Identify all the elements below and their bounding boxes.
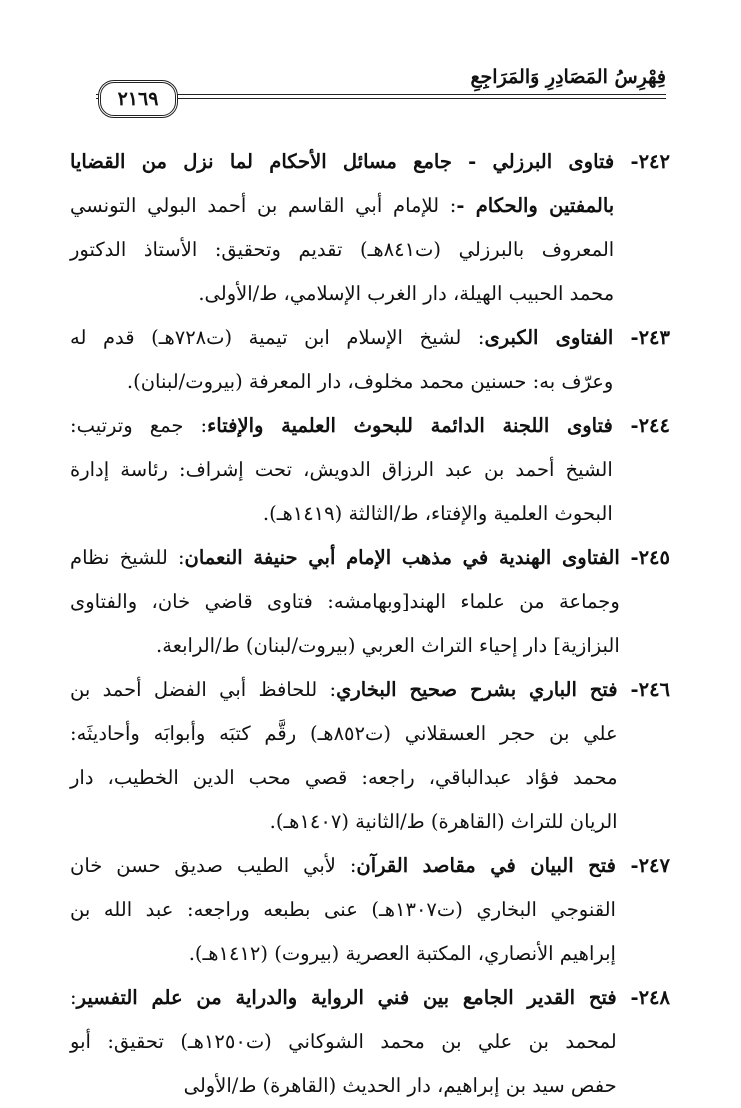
entry-line <box>70 272 670 316</box>
entry-line <box>70 316 670 360</box>
entry-line <box>70 932 670 976</box>
bibliography-entry <box>70 668 670 844</box>
entry-line <box>70 888 670 932</box>
entry-number: ٢٤٧- <box>615 854 670 877</box>
bibliography-entry <box>70 316 670 404</box>
entry-number: ٢٤٥- <box>619 546 670 569</box>
entry-text: : للشيخ نظام <box>70 546 185 569</box>
entry-text: القنوجي البخاري (ت١٣٠٧هـ) عنى بطبعه وراجعه: عبد الله بن <box>70 898 616 921</box>
entry-line <box>70 756 670 800</box>
entry-text: وعرّف به: حسنين محمد مخلوف، دار المعرفة (بيروت/لبنان). <box>126 370 614 393</box>
entry-title: فتح البيان في مقاصد القرآن <box>356 854 616 877</box>
bibliography-entry <box>70 140 670 316</box>
entry-line <box>70 228 670 272</box>
entry-text: علي بن حجر العسقلاني (ت٨٥٢هـ) رقَّم كتبَه وأبوابَه وأحاديثَه: <box>70 722 618 745</box>
entry-number: ٢٤٤- <box>612 414 670 437</box>
header-rule-bottom <box>96 98 666 99</box>
entry-number: ٢٤٦- <box>617 678 671 701</box>
page-number: ٢١٦٩ <box>117 88 159 110</box>
entry-text: لمحمد بن علي بن محمد الشوكاني (ت١٢٥٠هـ) تحقيق: أبو <box>70 1030 617 1053</box>
entry-line <box>70 800 670 844</box>
entry-line <box>70 448 670 492</box>
entry-number: ٢٤٢- <box>614 150 670 173</box>
entry-line <box>70 976 670 1020</box>
entry-line <box>70 1020 670 1064</box>
bibliography-entry <box>70 536 670 668</box>
entry-line <box>70 492 670 536</box>
entry-line <box>70 844 670 888</box>
entry-line <box>70 580 670 624</box>
entry-text: إبراهيم الأنصاري، المكتبة العصرية (بيروت) (١٤١٢هـ). <box>188 942 616 965</box>
entry-title: فتاوى البرزلي - جامع مسائل الأحكام لما نزل من القضايا <box>70 150 615 173</box>
entry-line <box>70 184 670 228</box>
entry-title: فتح القدير الجامع بين فني الرواية والدراية من علم التفسير <box>76 986 617 1009</box>
entry-line <box>70 404 670 448</box>
bibliography-entry <box>70 404 670 536</box>
bibliography-entry <box>70 976 670 1108</box>
entry-text: البحوث العلمية والإفتاء، ط/الثالثة (١٤١٩هـ). <box>262 502 613 525</box>
page-header <box>96 58 666 110</box>
entry-number: ٢٤٣- <box>613 326 670 349</box>
header-rule-top <box>96 94 666 95</box>
entry-title: فتح الباري بشرح صحيح البخاري <box>336 678 618 701</box>
entry-text: البزازية] دار إحياء التراث العربي (بيروت/لبنان) ط/الرابعة. <box>156 634 620 657</box>
entry-line <box>70 712 670 756</box>
entry-text: محمد فؤاد عبدالباقي، راجعه: قصي محب الدين الخطيب، دار <box>70 766 618 789</box>
entry-title: الفتاوى الهندية في مذهب الإمام أبي حنيفة النعمان <box>184 546 620 569</box>
entry-text: محمد الحبيب الهيلة، دار الغرب الإسلامي، ط/الأولى. <box>198 282 615 305</box>
entry-line <box>70 1064 670 1108</box>
entry-line <box>70 668 670 712</box>
entry-number: ٢٤٨- <box>616 986 670 1009</box>
entry-text: المعروف بالبرزلي (ت٨٤١هـ) تقديم وتحقيق: الأستاذ الدكتور <box>70 238 615 261</box>
entry-line <box>70 536 670 580</box>
page-number-badge <box>98 80 178 118</box>
entry-text: : لشيخ الإسلام ابن تيمية (ت٧٢٨هـ) قدم له <box>70 326 485 349</box>
entry-title: بالمفتين والحكام - <box>456 194 615 217</box>
entry-text: وجماعة من علماء الهند[وبهامشه: فتاوى قاضي خان، والفتاوى <box>70 590 620 613</box>
entry-text: : للحافظ أبي الفضل أحمد بن <box>70 678 337 701</box>
entry-text: : للإمام أبي القاسم بن أحمد البولي التونسي <box>70 194 457 217</box>
bibliography-entry <box>70 844 670 976</box>
entry-title: فتاوى اللجنة الدائمة للبحوث العلمية والإفتاء <box>207 414 613 437</box>
entry-text: الريان للتراث (القاهرة) ط/الثانية (١٤٠٧هـ). <box>269 810 618 833</box>
bibliography-list <box>70 140 670 1108</box>
entry-line <box>70 140 670 184</box>
entry-text: الشيخ أحمد بن عبد الرزاق الدويش، تحت إشراف: رئاسة إدارة <box>70 458 613 481</box>
entry-line <box>70 360 670 404</box>
entry-text: : جمع وترتيب: <box>70 414 208 437</box>
entry-text: : لأبي الطيب صديق حسن خان <box>70 854 357 877</box>
entry-title: الفتاوى الكبرى <box>484 326 614 349</box>
entry-text: : <box>70 986 77 1009</box>
running-title: فِهْرِسُ المَصَادِرِ وَالمَرَاجِعِ <box>470 66 666 88</box>
entry-text: حفص سيد بن إبراهيم، دار الحديث (القاهرة) ط/الأولى <box>183 1074 617 1097</box>
entry-line <box>70 624 670 668</box>
